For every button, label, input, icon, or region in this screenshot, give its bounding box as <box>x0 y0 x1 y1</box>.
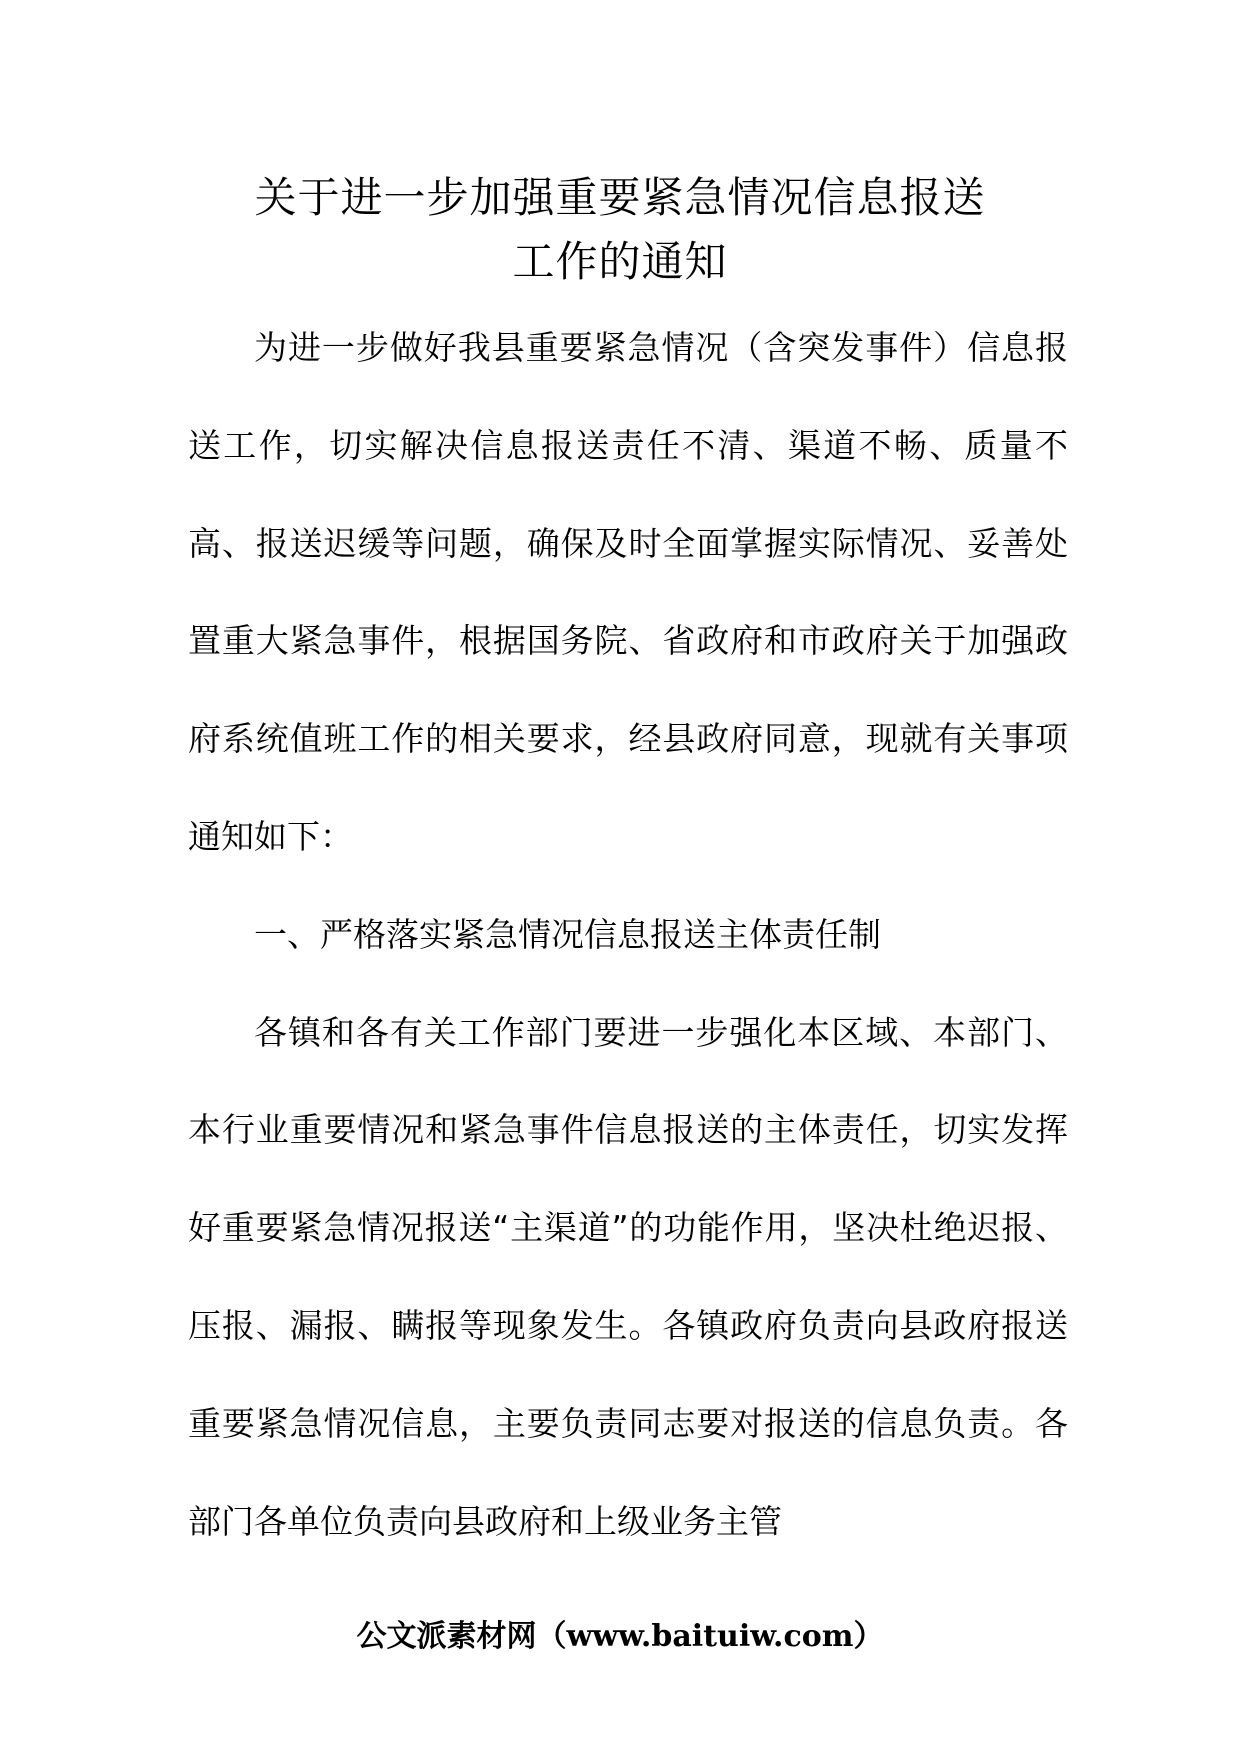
footer-watermark: 公文派素材网（www.baituiw.com） <box>356 1619 884 1654</box>
paragraph-section-1: 各镇和各有关工作部门要进一步强化本区域、本部门、本行业重要情况和紧急事件信息报送的主体责任，切实发挥好重要紧急情况报送“主渠道”的功能作用，坚决杜绝迟报、压报、漏报、瞒报等现象发生。各镇政府负责向县政府报送重要紧急情况信息，主要负责同志要对报送的信息负责。各部门各单位负责向县政府和上级业务主管 <box>188 1012 1068 1541</box>
paragraph-intro: 为进一步做好我县重要紧急情况（含突发事件）信息报送工作，切实解决信息报送责任不清、渠道不畅、质量不高、报送迟缓等问题，确保及时全面掌握实际情况、妥善处置重大紧急事件，根据国务院、省政府和市政府关于加强政府系统值班工作的相关要求，经县政府同意，现就有关事项通知如下： <box>188 328 1068 856</box>
document-title-line-2: 工作的通知 <box>512 237 728 286</box>
document-body <box>188 299 1068 1570</box>
document-title-line-1: 关于进一步加强重要紧急情况信息报送 <box>254 173 986 222</box>
section-heading-1: 一、严格落实紧急情况信息报送主体责任制 <box>254 914 881 954</box>
